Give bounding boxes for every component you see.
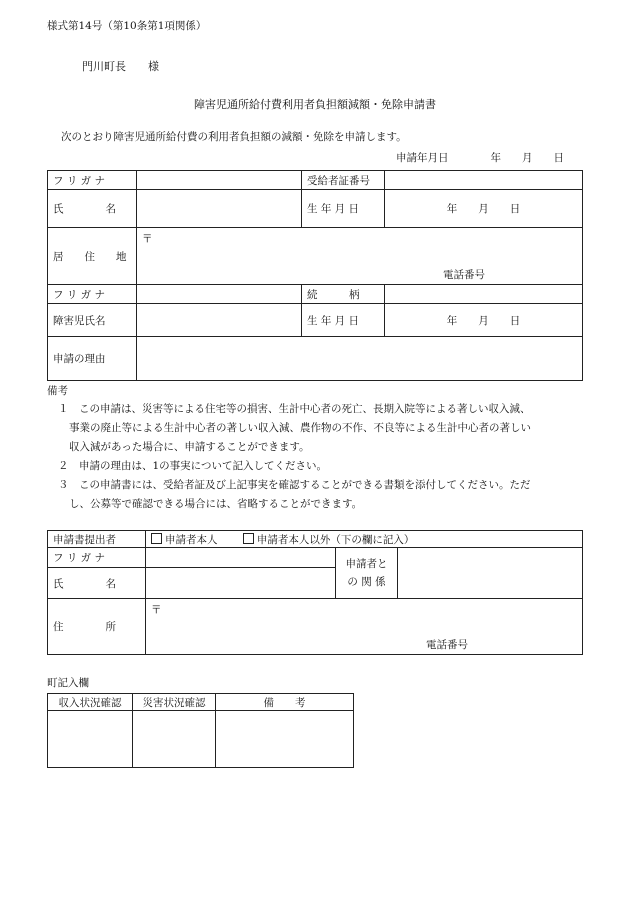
town-heading: 町記入欄 [47, 677, 89, 689]
intro-text: 次のとおり障害児通所給付費の利用者負担額の減額・免除を申請します。 [61, 131, 407, 143]
disaster-field[interactable] [133, 711, 216, 768]
label-reason: 申請の理由 [48, 337, 137, 381]
addressee: 門川町長 様 [82, 60, 159, 73]
relation-field[interactable] [385, 285, 583, 304]
submitter-postal-mark: 〒 [151, 604, 162, 616]
label-birth-child: 生 年 月 日 [302, 304, 385, 337]
town-table [47, 693, 354, 768]
label-furigana: フ リ ガ ナ [48, 171, 137, 190]
birth-child-field[interactable]: 年 月 日 [385, 304, 583, 337]
note-1c: 収入減があった場合に、申請することができます。 [69, 441, 310, 453]
name-field[interactable] [137, 190, 302, 228]
phone-label: 電話番号 [443, 269, 485, 281]
submitter-table [47, 530, 583, 655]
col-remarks: 備 考 [216, 694, 354, 711]
checkbox-other[interactable] [243, 534, 415, 546]
col-disaster: 災害状況確認 [133, 694, 216, 711]
option-self-label: 申請者本人 [165, 533, 218, 546]
furigana-child-field[interactable] [137, 285, 302, 304]
note-2: ２ 申請の理由は、1の事実について記入してください。 [58, 460, 327, 472]
submitter-address-field[interactable] [146, 599, 583, 655]
relation-label-line2: の 関 係 [347, 576, 386, 588]
address-field[interactable] [137, 228, 583, 285]
label-submitter-furigana: フ リ ガ ナ [48, 548, 146, 568]
postal-mark: 〒 [142, 233, 153, 245]
notes-heading: 備考 [47, 385, 68, 397]
furigana-field[interactable] [137, 171, 302, 190]
checkbox-self[interactable] [151, 534, 218, 546]
child-name-field[interactable] [137, 304, 302, 337]
label-submitter-name: 氏 名 [48, 568, 146, 599]
label-relation-applicant [336, 548, 398, 599]
submitter-furigana-field[interactable] [146, 548, 336, 568]
remarks-field[interactable] [216, 711, 354, 768]
label-cert-no: 受給者証番号 [302, 171, 385, 190]
note-3a: ３ この申請書には、受給者証及び上記事実を確認することができる書類を添付してください。ただ [58, 479, 531, 491]
applicant-table [47, 170, 583, 381]
col-income: 収入状況確認 [48, 694, 133, 711]
birth-field[interactable]: 年 月 日 [385, 190, 583, 228]
submitter-name-field[interactable] [146, 568, 336, 599]
checkbox-self-box[interactable] [151, 533, 162, 544]
label-relation: 続 柄 [302, 285, 385, 304]
relation-label-line1: 申請者と [345, 558, 388, 570]
submitter-relation-field[interactable] [398, 548, 583, 599]
label-name: 氏 名 [48, 190, 137, 228]
form-number: 様式第14号（第10条第1項関係） [47, 20, 207, 32]
submitter-phone-label: 電話番号 [426, 639, 468, 651]
label-submitter-address: 住 所 [48, 599, 146, 655]
note-3b: し、公募等で確認できる場合には、省略することができます。 [69, 498, 363, 510]
submitter-options [146, 531, 583, 548]
application-date[interactable]: 申請年月日 年 月 日 [396, 152, 564, 164]
checkbox-other-box[interactable] [243, 533, 254, 544]
label-birth: 生 年 月 日 [302, 190, 385, 228]
option-other-label: 申請者本人以外（下の欄に記入） [256, 533, 415, 546]
cert-no-field[interactable] [385, 171, 583, 190]
label-address: 居 住 地 [48, 228, 137, 285]
note-1a: １ この申請は、災害等による住宅等の損害、生計中心者の死亡、長期入院等による著しい収入減、 [58, 403, 531, 415]
income-field[interactable] [48, 711, 133, 768]
reason-field[interactable] [137, 337, 583, 381]
page-title: 障害児通所給付費利用者負担額減額・免除申請書 [194, 98, 436, 111]
note-1b: 事業の廃止等による生計中心者の著しい収入減、農作物の不作、不良等による生計中心者の著しい [69, 422, 531, 434]
label-furigana-child: フ リ ガ ナ [48, 285, 137, 304]
label-submitter: 申請書提出者 [48, 531, 146, 548]
label-child-name: 障害児氏名 [48, 304, 137, 337]
